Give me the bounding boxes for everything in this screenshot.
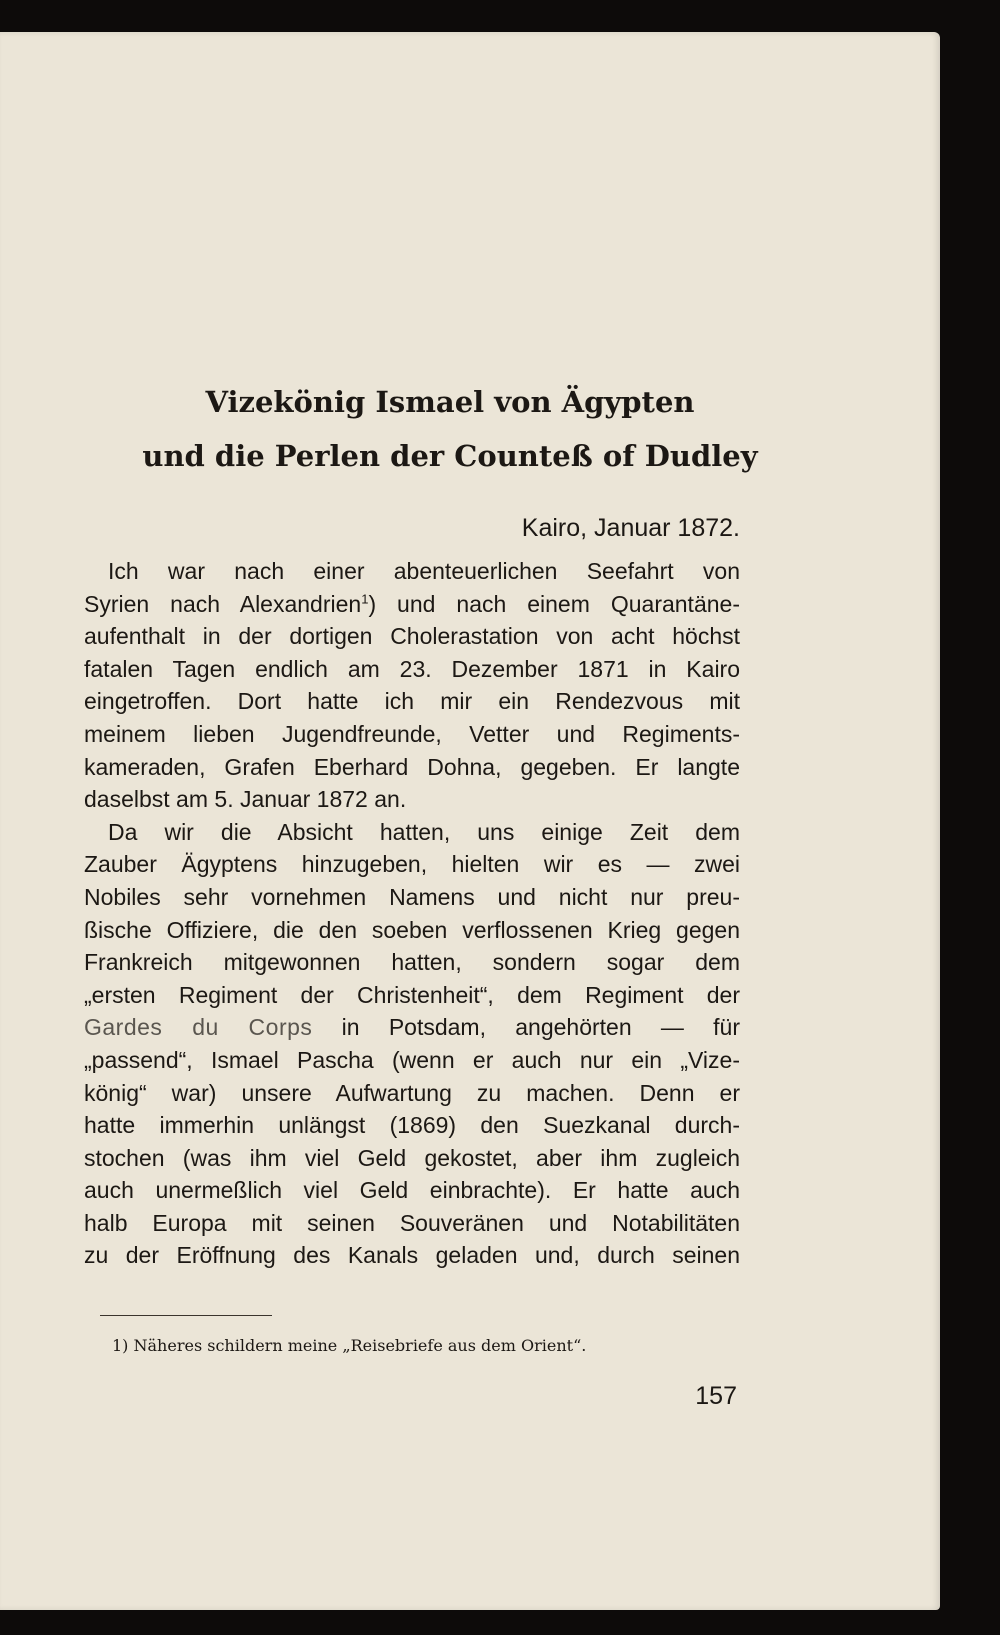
- text-fragment: in Potsdam, angehörten — für: [341, 1014, 740, 1041]
- book-page: [0, 32, 940, 1610]
- text-fragment: Syrien nach Alexandrien: [84, 590, 362, 617]
- page-number: 157: [695, 1382, 737, 1410]
- text-line: könig“ war) unsere Aufwartung zu machen. Denn er: [84, 1079, 740, 1106]
- text-line: Nobiles sehr vornehmen Namens und nicht nur preu-: [84, 883, 740, 910]
- footnote-reference: 1: [361, 590, 369, 606]
- text-line: Da wir die Absicht hatten, uns einige Zeit dem: [108, 818, 740, 845]
- body-text: [84, 555, 740, 1272]
- text-line: eingetroffen. Dort hatte ich mir ein Rendezvous mit: [84, 688, 740, 715]
- paragraph-2: [84, 816, 740, 1272]
- text-line: daselbst am 5. Januar 1872 an.: [84, 786, 407, 813]
- text-line: Zauber Ägyptens hinzugeben, hielten wir es — zwei: [84, 851, 740, 878]
- text-line: ßische Offiziere, die den soeben verflossenen Krieg gegen: [84, 916, 740, 943]
- chapter-title-line-2: und die Perlen der Counteß of Dudley: [142, 439, 758, 473]
- footnote: [112, 1338, 586, 1354]
- text-fragment: ) und nach einem Quarantäne-: [368, 590, 740, 617]
- text-line: fatalen Tagen endlich am 23. Dezember 1871 in Kairo: [84, 655, 740, 682]
- text-line: stochen (was ihm viel Geld gekostet, aber ihm zugleich: [84, 1144, 740, 1171]
- footnote-marker: 1): [112, 1336, 129, 1355]
- text-line: halb Europa mit seinen Souveränen und Notabilitäten: [84, 1209, 740, 1236]
- dateline: Kairo, Januar 1872.: [521, 514, 740, 542]
- text-line: Frankreich mitgewonnen hatten, sondern sogar dem: [84, 949, 740, 976]
- chapter-title-line-1: Vizekönig Ismael von Ägypten: [205, 385, 695, 419]
- text-line: hatte immerhin unlängst (1869) den Suezkanal durch-: [84, 1112, 740, 1139]
- text-line: „ersten Regiment der Christenheit“, dem Regiment der: [84, 981, 740, 1008]
- footnote-text: Näheres schildern meine „Reisebriefe aus dem Orient“.: [133, 1336, 587, 1355]
- text-line: kameraden, Grafen Eberhard Dohna, gegeben. Er langte: [84, 753, 740, 780]
- paragraph-1: [84, 555, 740, 816]
- footnote-divider: [100, 1315, 272, 1316]
- text-line: Ich war nach einer abenteuerlichen Seefahrt von: [108, 558, 740, 584]
- text-line: aufenthalt in der dortigen Cholerastation von acht höchst: [84, 623, 740, 650]
- text-line: meinem lieben Jugendfreunde, Vetter und Regiments-: [84, 720, 740, 747]
- text-line: „passend“, Ismael Pascha (wenn er auch nur ein „Vize-: [84, 1046, 740, 1073]
- text-line: zu der Eröffnung des Kanals geladen und, durch seinen: [84, 1242, 740, 1269]
- text-line: [84, 588, 740, 621]
- text-line: [84, 1011, 740, 1044]
- text-line: auch unermeßlich viel Geld einbrachte). Er hatte auch: [84, 1177, 740, 1204]
- text-fragment-antiqua: Gardes du Corps: [84, 1014, 313, 1041]
